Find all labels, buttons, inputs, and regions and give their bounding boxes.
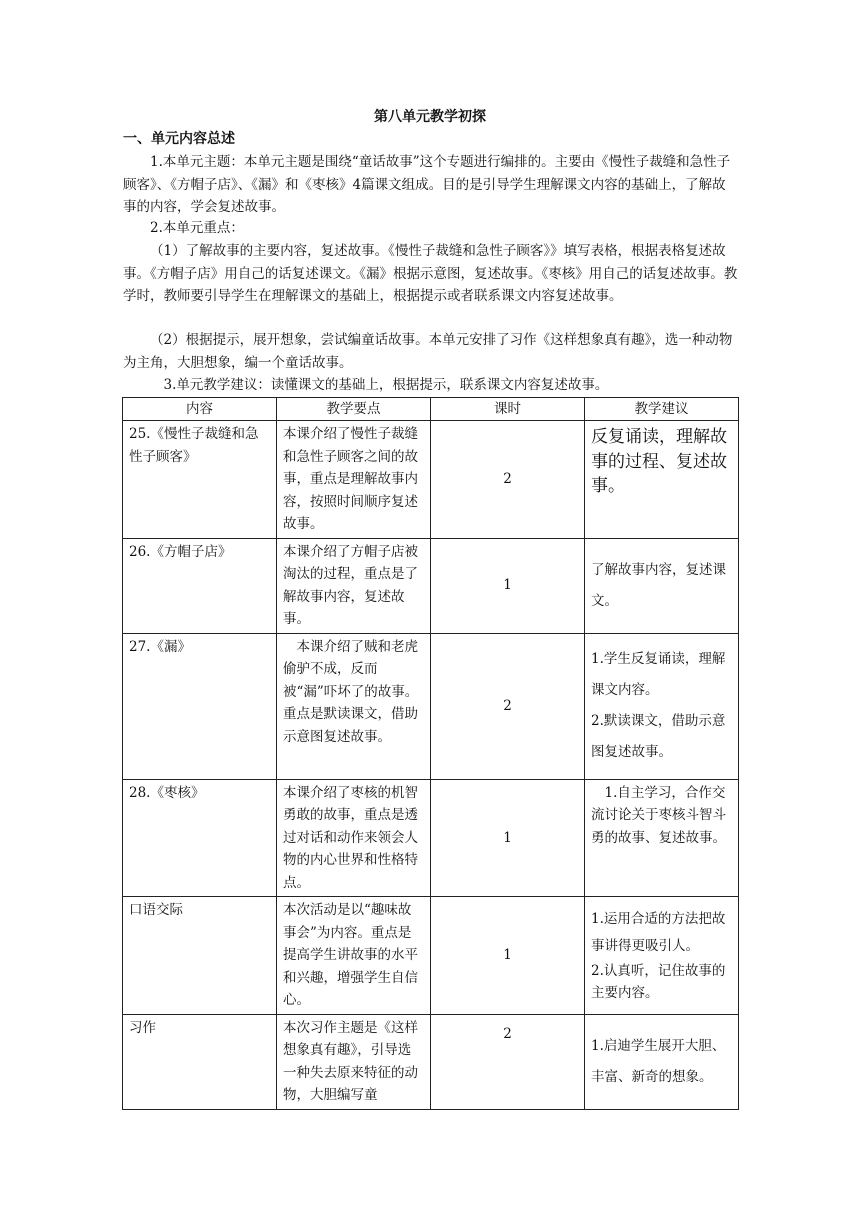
table-row	[123, 779, 739, 897]
cell-content: 习作	[123, 1014, 277, 1109]
paragraph-focus-1: （1）了解故事的主要内容，复述故事。《慢性子裁缝和急性子顾客》》填写表格，根据表格复述故事。《方帽子店》用自己的话复述课文。《漏》根据示意图，复述故事。《枣核》用自己的话复述故事。教学时，教师要引导学生在理解课文的基础上，根据提示或者联系课文内容复述故事。	[123, 243, 738, 304]
header-content: 内容	[123, 398, 277, 421]
table-header-row	[123, 398, 739, 421]
table-row	[123, 1014, 739, 1109]
paragraph-suggestion: 3.单元教学建议：读懂课文的基础上，根据提示，联系课文内容复述故事。	[163, 377, 609, 393]
cell-advice: 1.启迪学生展开大胆、丰富、新奇的想象。	[585, 1014, 739, 1109]
cell-points: 本次活动是以“趣味故事会”为内容。重点是提高学生讲故事的水平和兴趣，增强学生自信心。	[277, 897, 431, 1015]
header-advice: 教学建议	[585, 398, 739, 421]
cell-hours: 2	[431, 1014, 585, 1109]
advice-item: 1.运用合适的方法把故事讲得更吸引人。	[591, 910, 726, 954]
cell-points: 本次习作主题是《这样想象真有趣》，引导选一种失去原来特征的动物，大胆编写童	[277, 1014, 431, 1109]
cell-content: 25.《慢性子裁缝和急性子顾客》	[123, 421, 277, 539]
cell-content: 27.《漏》	[123, 633, 277, 779]
paragraph-focus-2: （2）根据提示，展开想象，尝试编童话故事。本单元安排了习作《这样想象真有趣》，选一种动物为主角，大胆想象，编一个童话故事。	[123, 332, 733, 371]
cell-points: 本课介绍了枣核的机智勇敢的故事，重点是透过对话和动作来领会人物的内心世界和性格特点。	[277, 779, 431, 897]
header-points: 教学要点	[277, 398, 431, 421]
cell-advice	[585, 897, 739, 1015]
cell-advice: 反复诵读，理解故事的过程、复述故事。	[585, 421, 739, 539]
paragraph-focus-heading: 2.本单元重点：	[150, 220, 244, 236]
cell-content: 28.《枣核》	[123, 779, 277, 897]
cell-points: 本课介绍了方帽子店被淘汰的过程，重点是了解故事内容，复述故事。	[277, 538, 431, 633]
cell-hours: 1	[431, 897, 585, 1015]
paragraph-theme: 1.本单元主题：本单元主题是围绕“童话故事”这个专题进行编排的。主要由《慢性子裁缝和急性子顾客》、《方帽子店》、《漏》和《枣核》4篇课文组成。目的是引导学生理解课文内容的基础上，了解故事的内容，学会复述故事。	[123, 154, 731, 215]
table-row	[123, 633, 739, 779]
advice-item: 2.默读课文，借助示意图复述故事。	[591, 713, 726, 760]
cell-advice	[585, 633, 739, 779]
advice-item: 2.认真听，记住故事的主要内容。	[591, 962, 726, 1002]
table-row	[123, 538, 739, 633]
section-heading: 一、单元内容总述	[123, 131, 235, 147]
table-row	[123, 897, 739, 1015]
cell-points: 本课介绍了贼和老虎偷驴不成，反而被“漏”吓坏了的故事。重点是默读课文，借助示意图复述故事。	[277, 633, 431, 779]
cell-content: 26.《方帽子店》	[123, 538, 277, 633]
cell-hours: 1	[431, 779, 585, 897]
lesson-table	[122, 397, 739, 1110]
cell-advice: 了解故事内容，复述课文。	[585, 538, 739, 633]
cell-content: 口语交际	[123, 897, 277, 1015]
cell-points: 本课介绍了慢性子裁缝和急性子顾客之间的故事，重点是理解故事内容，按照时间顺序复述故事。	[277, 421, 431, 539]
header-hours: 课时	[431, 398, 585, 421]
table-row	[123, 421, 739, 539]
cell-advice: 1.自主学习，合作交流讨论关于枣核斗智斗勇的故事、复述故事。	[585, 779, 739, 897]
advice-item: 1.学生反复诵读，理解课文内容。	[591, 651, 726, 698]
cell-hours: 2	[431, 633, 585, 779]
cell-hours: 2	[431, 421, 585, 539]
page-title: 第八单元教学初探	[374, 109, 486, 125]
cell-hours: 1	[431, 538, 585, 633]
